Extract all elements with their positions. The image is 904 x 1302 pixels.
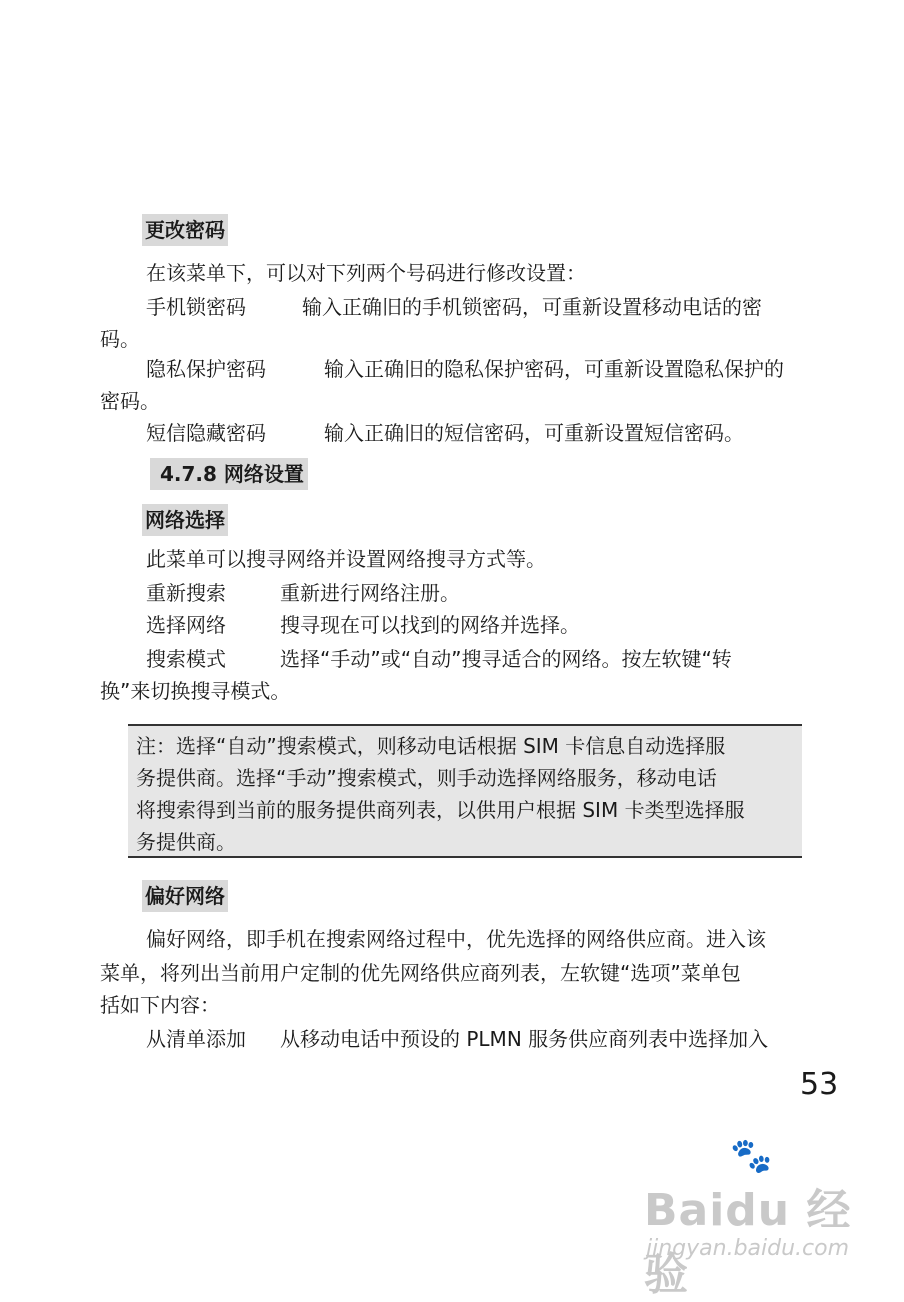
term-search-mode: 搜索模式	[146, 647, 226, 671]
term-research: 重新搜索	[146, 581, 226, 605]
network-select-intro: 此菜单可以搜寻网络并设置网络搜寻方式等。	[146, 547, 546, 571]
preferred-network-text-line: 偏好网络，即手机在搜索网络过程中，优先选择的网络供应商。进入该	[146, 927, 766, 951]
desc-research: 重新进行网络注册。	[280, 581, 460, 605]
desc-search-mode: 选择“手动”或“自动”搜寻适合的网络。按左软键“转	[280, 647, 732, 671]
heading-network-settings: 4.7.8 网络设置	[150, 458, 308, 490]
term-add-from-list: 从清单添加	[146, 1027, 246, 1051]
baidu-watermark	[640, 1136, 880, 1300]
term-sms-hide-password: 短信隐藏密码	[146, 421, 266, 445]
heading-network-select: 网络选择	[142, 504, 228, 536]
desc-search-mode-cont: 换”来切换搜寻模式。	[100, 679, 291, 703]
term-phone-lock-password: 手机锁密码	[146, 295, 246, 319]
desc-select-network: 搜寻现在可以找到的网络并选择。	[280, 613, 580, 637]
heading-preferred-network: 偏好网络	[142, 880, 228, 912]
preferred-network-text-line: 括如下内容：	[100, 993, 220, 1017]
desc-privacy-password-cont: 密码。	[100, 389, 160, 413]
paw-icon: 🐾	[730, 1136, 773, 1176]
change-password-intro: 在该菜单下，可以对下列两个号码进行修改设置：	[146, 261, 586, 285]
desc-phone-lock-password-cont: 码。	[100, 327, 140, 351]
desc-privacy-password: 输入正确旧的隐私保护密码，可重新设置隐私保护的	[324, 357, 784, 381]
note-line: 务提供商。选择“手动”搜索模式，则手动选择网络服务，移动电话	[136, 766, 717, 790]
watermark-brand: Baidu 经验	[644, 1185, 852, 1300]
desc-phone-lock-password: 输入正确旧的手机锁密码，可重新设置移动电话的密	[302, 295, 762, 319]
heading-change-password: 更改密码	[142, 214, 228, 246]
page-number: 53	[800, 1067, 839, 1102]
note-box	[128, 724, 802, 858]
desc-add-from-list: 从移动电话中预设的 PLMN 服务供应商列表中选择加入	[280, 1027, 769, 1051]
note-line: 将搜索得到当前的服务提供商列表，以供用户根据 SIM 卡类型选择服	[136, 798, 745, 822]
term-select-network: 选择网络	[146, 613, 226, 637]
note-line: 务提供商。	[136, 830, 236, 854]
term-privacy-password: 隐私保护密码	[146, 357, 266, 381]
note-line: 注：选择“自动”搜索模式，则移动电话根据 SIM 卡信息自动选择服	[136, 734, 726, 758]
watermark-site: jingyan.baidu.com	[646, 1236, 850, 1261]
desc-sms-hide-password: 输入正确旧的短信密码，可重新设置短信密码。	[324, 421, 744, 445]
preferred-network-text-line: 菜单，将列出当前用户定制的优先网络供应商列表，左软键“选项”菜单包	[100, 961, 741, 985]
